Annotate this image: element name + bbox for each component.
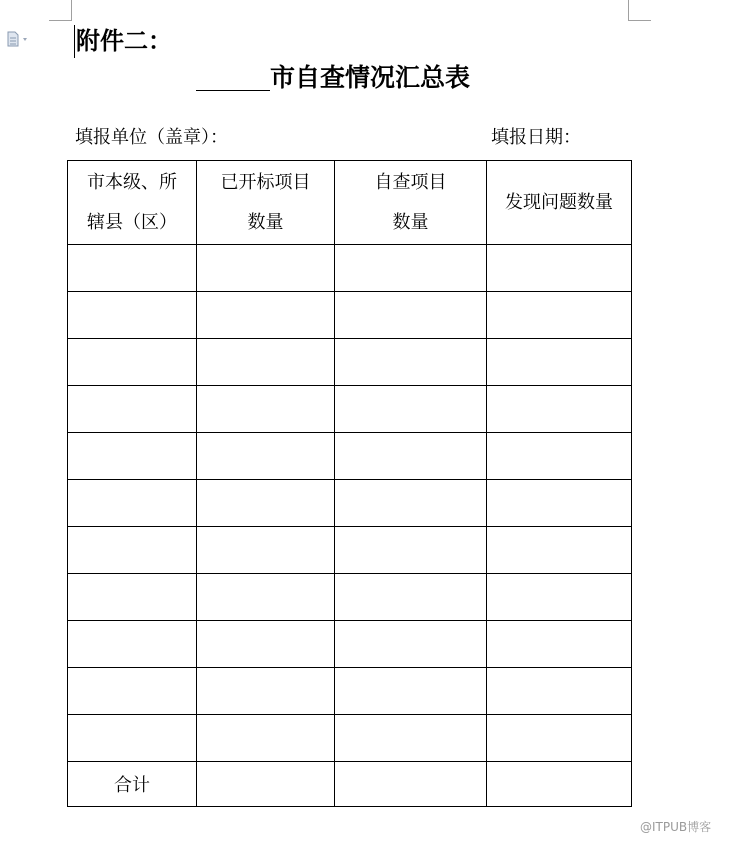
table-cell[interactable] xyxy=(68,668,197,715)
table-cell[interactable] xyxy=(68,715,197,762)
table-cell[interactable] xyxy=(335,527,487,574)
table-row xyxy=(68,433,632,480)
table-row xyxy=(68,621,632,668)
header-opened-line2: 数量 xyxy=(247,211,284,233)
table-cell[interactable] xyxy=(68,386,197,433)
table-cell[interactable] xyxy=(335,621,487,668)
attachment-label: 附件二： xyxy=(76,27,172,55)
total-label-cell[interactable]: 合计 xyxy=(68,762,197,807)
table-cell[interactable] xyxy=(335,339,487,386)
table-cell[interactable] xyxy=(487,433,632,480)
header-cell-region[interactable] xyxy=(68,161,197,245)
header-selfcheck-line1: 自查项目 xyxy=(374,171,447,193)
header-cell-issues-found[interactable] xyxy=(487,161,632,245)
summary-table xyxy=(67,160,632,807)
table-cell[interactable] xyxy=(197,245,335,292)
table-cell[interactable] xyxy=(487,621,632,668)
table-cell[interactable] xyxy=(487,245,632,292)
table-cell[interactable] xyxy=(197,762,335,807)
table-cell[interactable] xyxy=(487,762,632,807)
table-cell[interactable] xyxy=(68,433,197,480)
header-row xyxy=(68,161,632,245)
table-cell[interactable] xyxy=(68,574,197,621)
table-row xyxy=(68,386,632,433)
header-region-line2: 辖县（区） xyxy=(87,211,177,233)
table-cell[interactable] xyxy=(68,480,197,527)
table-row xyxy=(68,668,632,715)
document-icon[interactable] xyxy=(7,31,33,47)
table-cell[interactable] xyxy=(197,480,335,527)
table-cell[interactable] xyxy=(197,527,335,574)
table-cell[interactable] xyxy=(487,386,632,433)
table-cell[interactable] xyxy=(335,762,487,807)
header-region-line1: 市本级、所 xyxy=(87,171,177,193)
table-cell[interactable] xyxy=(197,386,335,433)
table-cell[interactable] xyxy=(335,715,487,762)
fill-unit-label: 填报单位（盖章）： xyxy=(75,127,228,148)
document-title xyxy=(196,60,470,96)
table-cell[interactable] xyxy=(487,339,632,386)
header-opened-line1: 已开标项目 xyxy=(220,171,311,193)
table-cell[interactable] xyxy=(68,292,197,339)
table-cell[interactable] xyxy=(487,527,632,574)
table-row xyxy=(68,574,632,621)
table-cell[interactable] xyxy=(335,668,487,715)
table-cell[interactable] xyxy=(335,574,487,621)
text-cursor xyxy=(74,25,75,58)
table-cell[interactable] xyxy=(197,292,335,339)
table-cell[interactable] xyxy=(335,386,487,433)
table-cell[interactable] xyxy=(487,292,632,339)
table-row xyxy=(68,480,632,527)
table-cell[interactable] xyxy=(197,339,335,386)
header-selfcheck-line2: 数量 xyxy=(392,211,429,233)
table-cell[interactable] xyxy=(197,433,335,480)
table-cell[interactable] xyxy=(335,480,487,527)
table-cell[interactable] xyxy=(68,527,197,574)
table-row xyxy=(68,527,632,574)
table-cell[interactable] xyxy=(68,339,197,386)
header-issues-line1: 发现问题数量 xyxy=(505,191,613,213)
table-cell[interactable] xyxy=(487,574,632,621)
total-row xyxy=(68,762,632,807)
table-row xyxy=(68,339,632,386)
header-cell-self-check[interactable] xyxy=(335,161,487,245)
table-cell[interactable] xyxy=(68,245,197,292)
title-text: 市自查情况汇总表 xyxy=(270,63,471,92)
table-cell[interactable] xyxy=(487,715,632,762)
page-corner-mark-left xyxy=(49,0,72,21)
table-cell[interactable] xyxy=(197,715,335,762)
table-cell[interactable] xyxy=(335,245,487,292)
table-row xyxy=(68,245,632,292)
table-cell[interactable] xyxy=(197,574,335,621)
table-row xyxy=(68,292,632,339)
table-cell[interactable] xyxy=(487,668,632,715)
table-cell[interactable] xyxy=(335,433,487,480)
table-cell[interactable] xyxy=(197,668,335,715)
table-cell[interactable] xyxy=(68,621,197,668)
watermark-text: @ITPUB博客 xyxy=(640,820,712,834)
table-row xyxy=(68,715,632,762)
page-corner-mark-right xyxy=(628,0,651,21)
title-blank-underline[interactable] xyxy=(196,60,270,91)
fill-date-label: 填报日期： xyxy=(491,127,581,148)
header-cell-opened-projects[interactable] xyxy=(197,161,335,245)
table-cell[interactable] xyxy=(197,621,335,668)
table-cell[interactable] xyxy=(487,480,632,527)
table-cell[interactable] xyxy=(335,292,487,339)
